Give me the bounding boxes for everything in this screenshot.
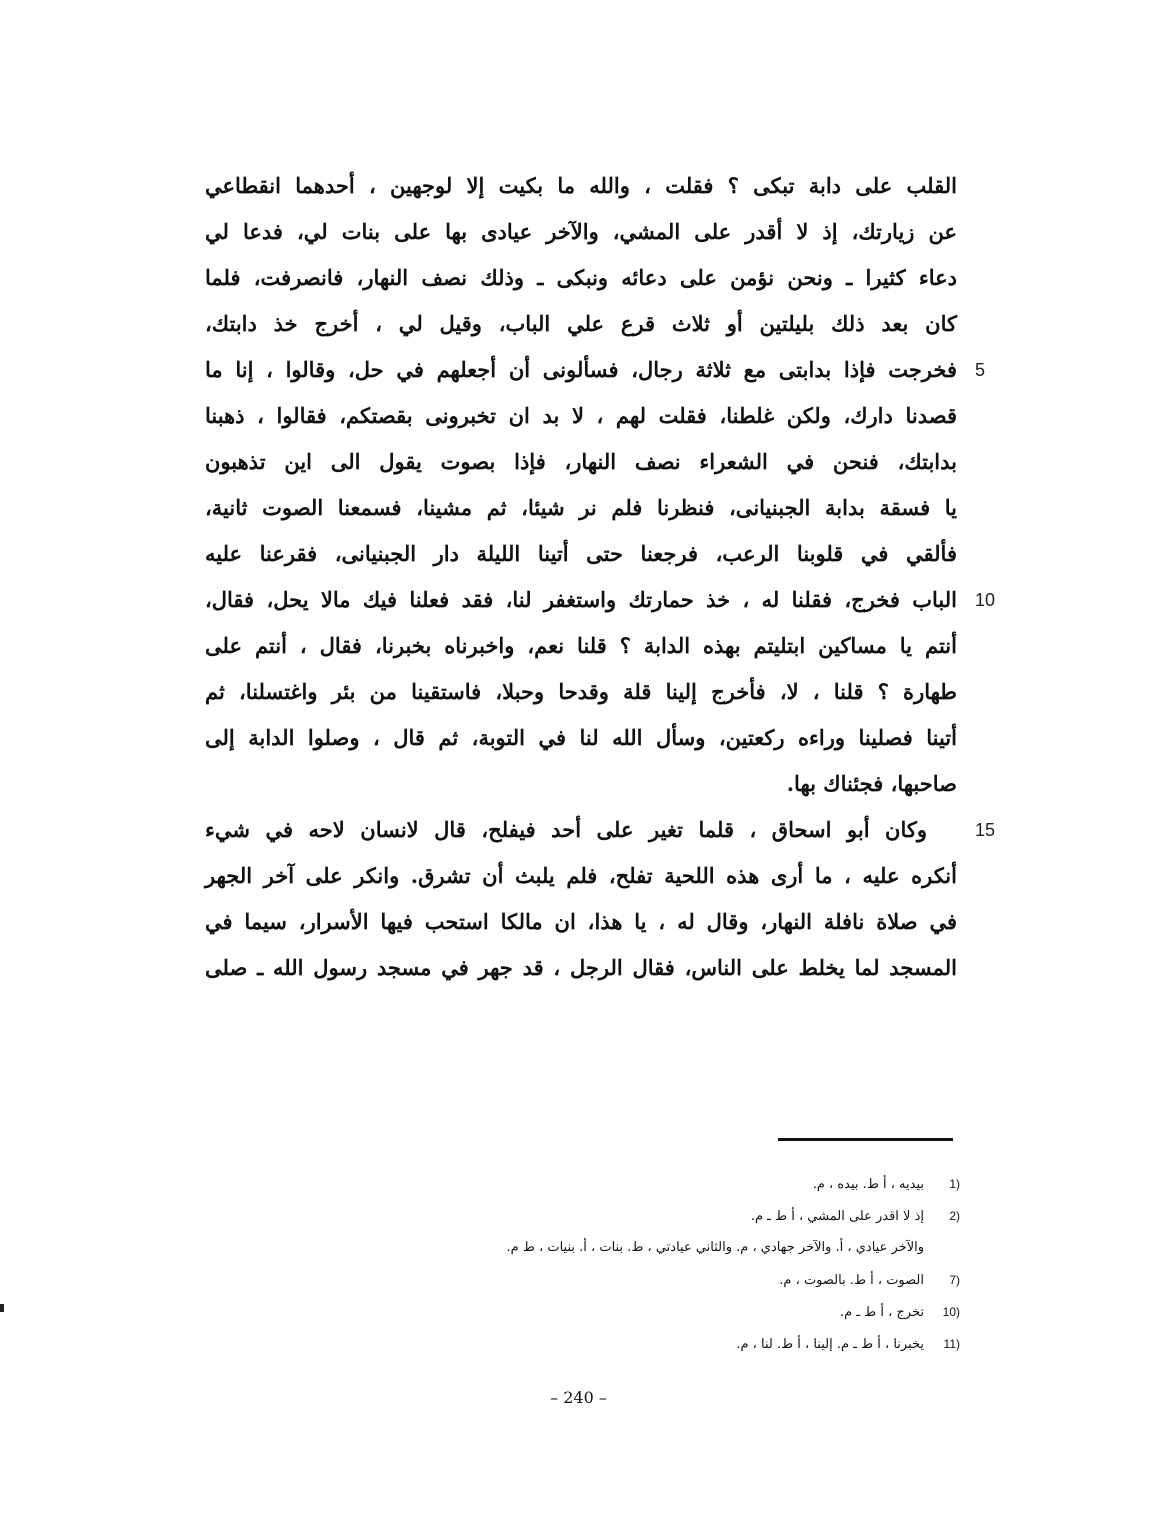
line-number: 15 xyxy=(975,820,996,840)
text-line: الباب فخرج، فقلنا له ، خذ حمارتك واستغفر لنا، فقد فعلنا فيك مالا يحل، فقال، xyxy=(205,587,957,612)
text-line: كان بعد ذلك بليلتين أو ثلاث قرع علي الباب، وقيل لي ، أخرج خذ دابتك، xyxy=(205,311,957,336)
text-line: فألقي في قلوبنا الرعب، فرجعنا حتى أتينا الليلة دار الجبنيانى، فقرعنا عليه xyxy=(205,541,957,566)
text-line: المسجد لما يخلط على الناس، فقال الرجل ، قد جهر في مسجد رسول الله ـ صلى xyxy=(205,955,957,980)
footnote-number: 10) xyxy=(942,1305,960,1319)
text-line: وكان أبو اسحاق ، قلما تغير على أحد فيفلح، قال لانسان لاحه في شيء xyxy=(205,817,927,842)
footnote-number: 11) xyxy=(943,1337,960,1351)
footnote xyxy=(380,1168,960,1200)
footnotes-block xyxy=(380,1168,960,1360)
text-line: قصدنا دارك، ولكن غلطنا، فقلت لهم ، لا بد ان تخبرونى بقصتكم، فقالوا ، ذهبنا xyxy=(205,403,957,428)
text-line: عن زيارتك، إذ لا أقدر على المشي، والآخر عيادى بها على بنات لي، فدعا لي xyxy=(205,219,957,244)
footnote-text: إذ لا اقدر على المشي ، أ ط ـ م. xyxy=(750,1209,924,1224)
text-line: بدابتك، فنحن في الشعراء نصف النهار، فإذا بصوت يقول الى اين تذهبون xyxy=(205,449,957,474)
footnote-number: 1) xyxy=(949,1177,960,1191)
footnote-text: والآخر عيادي ، أ. والآخر جهادي ، م. والثاني عيادتي ، ط. بنات ، أ. بنيات ، ط م. xyxy=(506,1240,924,1255)
page-number: – 240 – xyxy=(550,1388,607,1407)
text-line: في صلاة نافلة النهار، وقال له ، يا هذا، ان مالكا استحب فيها الأسرار، سيما في xyxy=(205,909,957,934)
text-line: القلب على دابة تبكى ؟ فقلت ، والله ما بكيت إلا لوجهين ، أحدهما انقطاعي xyxy=(205,173,957,198)
footnote-number: 2) xyxy=(949,1209,960,1223)
footnote-text: بيديه ، أ ط. بيده ، م. xyxy=(812,1177,924,1192)
text-line: طهارة ؟ قلنا ، لا، فأخرج إلينا قلة وقدحا وحبلا، فاستقينا من بئر واغتسلنا، ثم xyxy=(205,679,957,704)
footnote xyxy=(380,1264,960,1296)
line-number: 5 xyxy=(975,360,986,380)
margin-mark xyxy=(0,1304,4,1312)
footnote-text: تخرج ، أ ط ـ م. xyxy=(839,1305,924,1320)
main-text-block xyxy=(205,163,957,991)
text-line: أتينا فصلينا وراءه ركعتين، وسأل الله لنا في التوبة، ثم قال ، وصلوا الدابة إلى xyxy=(205,725,957,750)
text-line: دعاء كثيرا ـ ونحن نؤمن على دعائه ونبكى ـ وذلك نصف النهار، فانصرفت، فلما xyxy=(205,265,957,290)
footnote-number: 7) xyxy=(949,1273,960,1287)
text-line: أنكره عليه ، ما أرى هذه اللحية تفلح، فلم يلبث أن تشرق. وانكر على آخر الجهر xyxy=(205,863,957,888)
footnote xyxy=(380,1232,960,1264)
footnote xyxy=(380,1200,960,1232)
text-line: فخرجت فإذا بدابتى مع ثلاثة رجال، فسألونى أن أجعلهم في حل، وقالوا ، إنا ما xyxy=(205,357,957,382)
text-line: صاحبها، فجئناك بها. xyxy=(786,771,957,796)
line-number: 10 xyxy=(975,590,996,610)
footnote-separator xyxy=(778,1138,953,1141)
footnote-text: يخبرنا ، أ ط ـ م. إلينا ، أ ط. لنا ، م. xyxy=(736,1337,924,1352)
footnote xyxy=(380,1328,960,1360)
footnote-text: الصوت ، أ ط. بالصوت ، م. xyxy=(779,1273,924,1288)
text-line: يا فسقة بدابة الجبنيانى، فنظرنا فلم نر شيئا، ثم مشينا، فسمعنا الصوت ثانية، xyxy=(205,495,957,520)
text-line: أنتم يا مساكين ابتليتم بهذه الدابة ؟ قلنا نعم، واخبرناه بخبرنا، فقال ، أنتم على xyxy=(205,633,957,658)
footnote xyxy=(380,1296,960,1328)
